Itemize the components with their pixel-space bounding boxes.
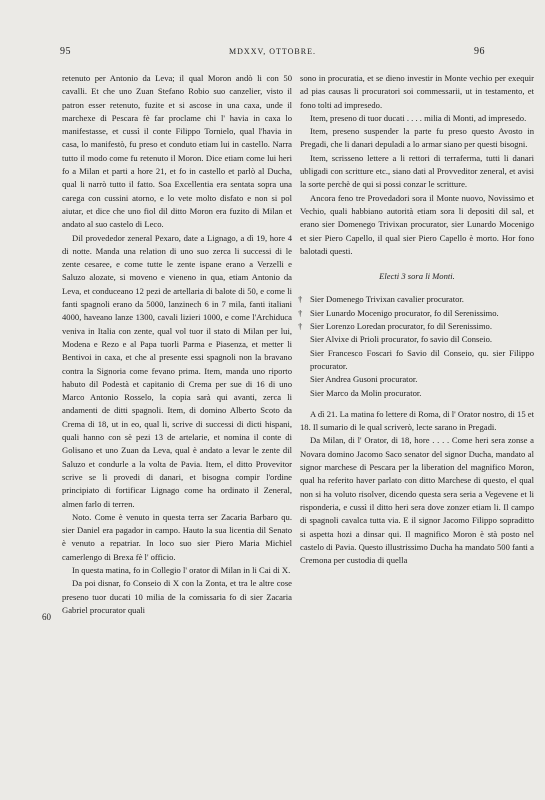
dagger-mark: † <box>298 294 303 305</box>
section-title: Electi 3 sora li Monti. <box>379 271 455 282</box>
paragraph: Noto. Come è venuto in questa terra ser Zacaria Barbaro qu. sier Daniel era pagador in campo. Hauto la sua licentia dil Senato è venuto a repatriar. In loco suo sier Piero Maria Michiel camerlengo di Brexa fè l' officio. <box>62 511 292 562</box>
list-item: Sier Francesco Foscari fo Savio dil Conseio, qu. sier Filippo procurator. <box>310 347 534 371</box>
paragraph: sono in procuratia, et se dieno investir in Monte vechio per exequir ad pias causas li procuratori soi commessarii, ut in testamento, et fono tolti ad impresedo. <box>300 73 534 110</box>
paragraph: Da poi disnar, fo Conseio di X con la Zonta, et tra le altre cose preseno tuor ducati 10 milia de la comissaria fo di sier Zacaria Gabriel procurator quali <box>62 578 292 615</box>
list-item: Sier Andrea Gusoni procurator. <box>310 374 418 385</box>
left-column <box>62 72 292 617</box>
list-item: Sier Alvixe di Prioli procurator, fo savio dil Conseio. <box>310 334 493 345</box>
paragraph: Item, preseno di tuor ducati . . . . milia di Monti, ad impresedo. <box>310 112 527 123</box>
paragraph: Item, scrisseno lettere a li rettori di terraferma, tutti li danari ubligadi con scritture etc., siano dati al Provveditor zeneral, et avisi la sorte perchè de qui si possi conzar le scritture. <box>300 152 534 190</box>
dagger-mark: † <box>298 321 303 332</box>
list-item: † Sier Lunardo Mocenigo procurator, fo dil Serenissimo. <box>300 307 534 320</box>
paragraph: Item, preseno suspender la parte fu preso questo Avosto in Pregadi, che li danari depuladi a lo armar siano per questi bisogni. <box>300 126 534 150</box>
dagger-mark: † <box>298 307 303 318</box>
paragraph: Da Milan, di l' Orator, di 18, hore . . . . Come heri sera zonse a Novara domino Jacomo Saco senator del signor Ducha, mandato al signor marchese di Pescara per la liberation del magnifico Moron, qual ha referito haver parlato con ditto Marchese di questo, el qual non si ha voluto risolver, dicendo questa sera seria a Vegevene et li risponderia, e cussì il ditto heri sera dove zonzer etiam li. Il campo di spagnoli cavalca tutta via. E il signor Jacomo Filippo sopraditto si aspetta hozi a dinsar qui. Il magnifico Moron è stà posto nel castelo di Pavia. Questo illustrissimo Ducha ha mandato 500 fanti a Cremona per custodia di quella <box>300 435 534 566</box>
running-title: MDXXV, OTTOBRE. <box>229 47 316 56</box>
right-page-number: 96 <box>474 46 485 57</box>
right-column <box>300 72 534 567</box>
page-header <box>0 46 545 60</box>
margin-number: 60 <box>42 612 51 622</box>
paragraph: Dil provededor zeneral Pexaro, date a Lignago, a dì 19, hore 4 di notte. Manda una relation di uno suo zerca li successi di le zente cesaree, e come tutte le zente ispane erano a Verzelli e Saluzo alozate, si moveno e vieneno in qua, etiam Antonio da Leva, et conduceano 12 pezi de artellaria di balote di 50, e come li fanti spagnoli erano da 5000, lanzinech 6 in 7 mila, fanti italiani 4000, haveano lanze 1300, cavali lizieri 1000, e come l'Archiduca veniva in Italia con zente, qual vol tuor il stato di Milan per lui, Modena e Rezo e al Papa tuorli Parma e Piasenza, et metter li Bentivoi in caxa, et che al presente essi spagnoli non la bravano contra la Signoria come fevano prima. Item, manda uno riporto habuto dil Podestà et capitanio di Crema per sue di 16 di uno Marco Antonio Rosselo, la copia sarà qui avanti, zerca li andamenti de ditti spagnoli. Item, di domino Alberto Scoto da Crema di 18, ut in eo, qual li, scrive di successi di dicti hispani, quali hanno con sè pezi 13 de artelarie, et nomina il conte di Golisano et uno Zuan da Leva, qual è andato a levar le zente dil Saluzo et condurle a la volta de Pavia. Item, el ditto Provevitor scrive se li provedi di danari, et bisogna compir l'ordine principiato di fortificar Lignago come ha ordinato il Zeneral, almen farlo di terren. <box>62 232 292 509</box>
list-item: Sier Marco da Molin procurator. <box>310 387 422 398</box>
list-item: † Sier Domenego Trivixan cavalier procurator. <box>300 293 534 306</box>
paragraph: A dì 21. La matina fo lettere di Roma, di l' Orator nostro, di 15 et 18. Il sumario di le qual scriverò, lecte sarano in Pregadi. <box>300 408 534 433</box>
left-page-number: 95 <box>60 46 71 57</box>
paragraph: In questa matina, fo in Collegio l' orator di Milan in li Cai di X. <box>72 564 291 575</box>
list-item: † Sier Lorenzo Loredan procurator, fo dil Serenissimo. <box>300 320 534 333</box>
paragraph: Ancora feno tre Provedadori sora il Monte nuovo, Novissimo et Vechio, quali habbiano autorità etiam sora li depositi dil sal, et erano sier Domenego Trivixan procurator, sier Lunardo Mocenigo et sier Piero Capello, il qual sier Piero Capello è morto. Hor fono balotadi questi. <box>300 192 534 256</box>
elected-list <box>300 293 534 399</box>
paragraph: retenuto per Antonio da Leva; il qual Moron andò li con 50 cavalli. Et che uno Zuan Stefano Robio suo canzelier, visto il patron esser retenuto, fuzite et si ascose in una caxa, unde il marchexe di Pescara fè far proclame chi l' havia in caxa lo manifestasse, et cussì il conte Filippo Tornielo, qual l'havia in casa, lo manifestò, fu preso et conduto etiam lui in castello. Narra tutto il modo come fu retenuto il Moron. Dice etiam come lui heri fo a Milan et parti a hore 21, et fo in castello et parlò al Ducha, qual li narrò tutto il fatto. Soa Excellentia era sentata sopra una carega con cussini atorno, e lo vete molto disfato e non si pol aiutar, et dice che uno fiol dil ditto Moron era fuzito di Milan et andato al suo castelo di Leco. <box>62 73 292 230</box>
